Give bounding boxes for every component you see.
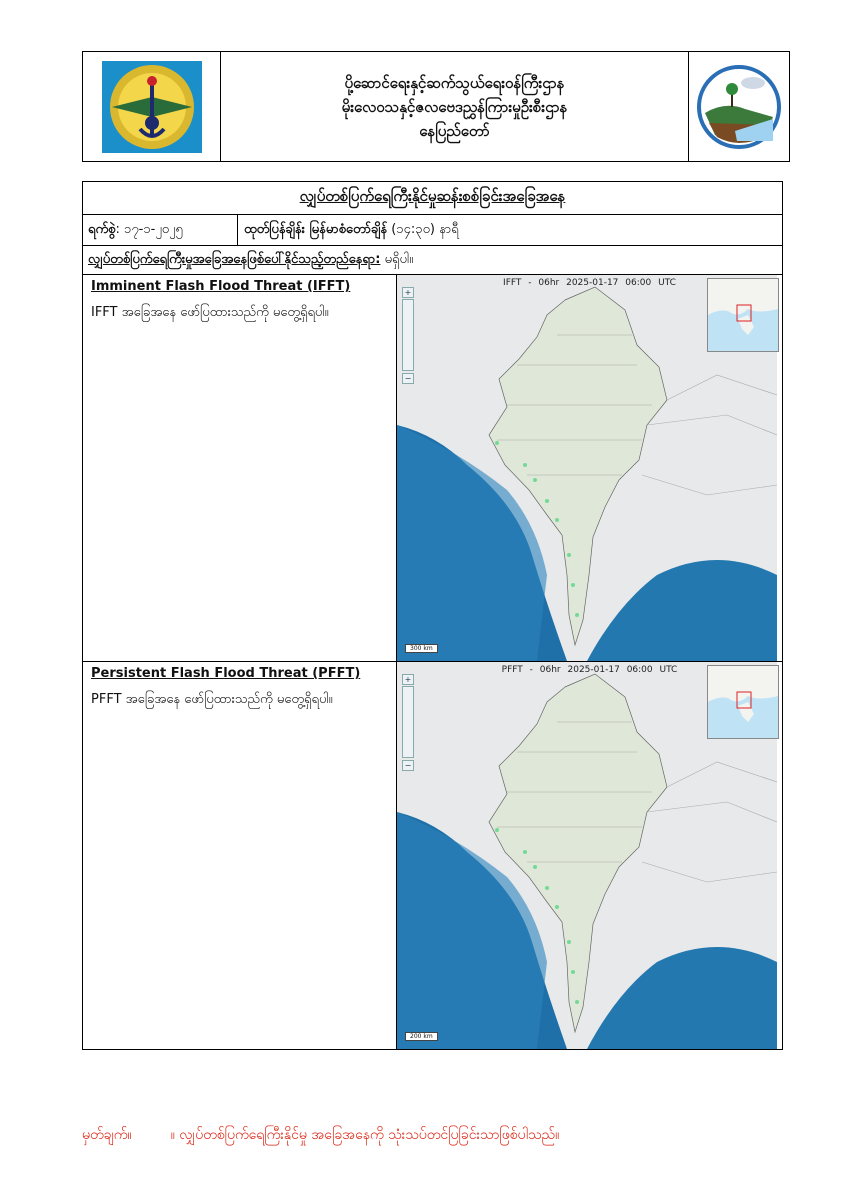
footer-note-label: မှတ်ချက်။ xyxy=(82,1127,132,1143)
ifft-map-product: IFFT - 06hr xyxy=(503,278,560,288)
department-name: မိုးလေဝသနှင့်ဇလဗေဒညွှန်ကြားမှုဦးစီးဌာန xyxy=(341,97,568,116)
ifft-map-date: 2025-01-17 xyxy=(566,278,619,288)
pfft-overview-inset xyxy=(707,665,779,739)
overview-map-graphic xyxy=(708,279,778,351)
pfft-scale-bar: 200 km xyxy=(405,1032,438,1041)
zoom-in-button[interactable]: + xyxy=(402,674,414,685)
overview-map-graphic xyxy=(708,666,778,738)
ifft-map-time: 06:00 UTC xyxy=(625,278,676,288)
issue-time-value: (၁၄:၃၀) နာရီ xyxy=(391,221,459,237)
pfft-map-date: 2025-01-17 xyxy=(567,665,620,675)
report-info-row xyxy=(83,215,782,246)
ifft-scale-bar: 300 km xyxy=(405,644,438,653)
pfft-heading: Persistent Flash Flood Threat (PFFT) xyxy=(91,666,361,681)
hydrology-cycle-logo xyxy=(695,61,783,153)
zoom-out-button[interactable]: − xyxy=(402,373,414,384)
zoom-slider[interactable] xyxy=(402,299,414,371)
issue-time-cell xyxy=(238,215,782,245)
ifft-heading: Imminent Flash Flood Threat (IFFT) xyxy=(91,279,351,294)
ifft-map xyxy=(397,275,782,661)
zoom-out-button[interactable]: − xyxy=(402,760,414,771)
report-title: လျှပ်တစ်ပြက်ရေကြီးနိုင်မှုဆန်းစစ်ခြင်းအခြေအနေ xyxy=(83,182,782,215)
document-header xyxy=(82,51,790,162)
pfft-map-time: 06:00 UTC xyxy=(626,665,678,675)
dmh-logo-cell xyxy=(689,52,789,161)
location-label: လျှပ်တစ်ပြက်ရေကြီးမှုအခြေအနေဖြစ်ပေါ်နိုင်သည့်တည်နေရာ: xyxy=(88,251,381,267)
date-value: : ၁၇-၁-၂၀၂၅ xyxy=(115,221,183,237)
footer-note xyxy=(82,1125,559,1146)
pfft-map xyxy=(397,662,782,1049)
date-label: ရက်စွဲ xyxy=(88,221,116,237)
location-value: မရှိပါ။ xyxy=(384,251,414,267)
ministry-logo-cell xyxy=(83,52,221,161)
department-title-cell xyxy=(221,52,689,161)
issue-time-label: ထုတ်ပြန်ချိန်း မြန်မာစံတော်ချိန် xyxy=(244,221,388,237)
location-row xyxy=(83,246,782,275)
footer-note-text: ။ လျှပ်တစ်ပြက်ရေကြီးနိုင်မှု အခြေအနေကို သုံးသပ်တင်ပြခြင်းသာဖြစ်ပါသည်။ xyxy=(170,1127,560,1143)
pfft-map-product: PFFT - 06hr xyxy=(501,665,561,675)
ifft-overview-inset xyxy=(707,278,779,352)
ifft-body: IFFT အခြေအနေ ဖော်ပြထားသည်ကို မတွေ့ရှိရပါ။ xyxy=(91,305,329,320)
report-table xyxy=(82,181,783,1050)
ifft-panel xyxy=(83,275,782,662)
date-cell xyxy=(83,215,238,245)
pfft-body: PFFT အခြေအနေ ဖော်ပြထားသည်ကို မတွေ့ရှိရပါ။ xyxy=(91,692,333,707)
ministry-emblem-logo xyxy=(100,59,204,155)
ifft-text-cell xyxy=(83,275,397,661)
zoom-in-button[interactable]: + xyxy=(402,287,414,298)
ministry-name: ပို့ဆောင်ရေးနှင့်ဆက်သွယ်ရေးဝန်ကြီးဌာန xyxy=(344,73,565,92)
pfft-panel xyxy=(83,662,782,1049)
zoom-slider[interactable] xyxy=(402,686,414,758)
pfft-text-cell xyxy=(83,662,397,1049)
city-name: နေပြည်တော် xyxy=(419,121,490,140)
